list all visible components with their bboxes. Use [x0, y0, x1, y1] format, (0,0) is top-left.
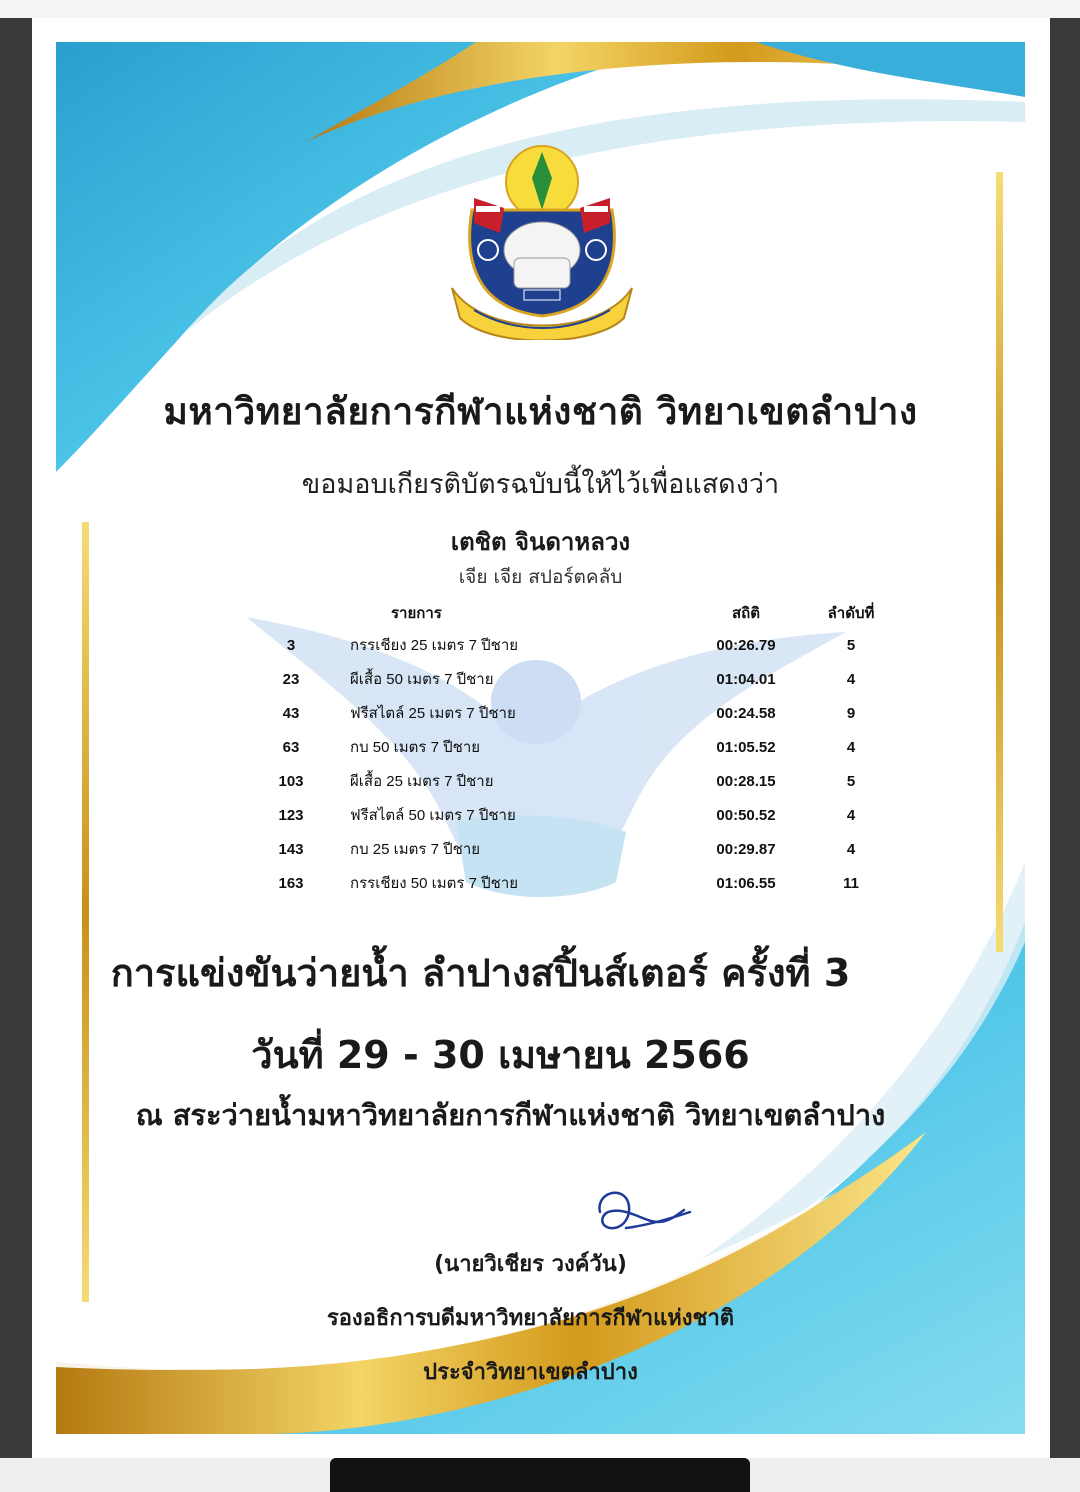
event-rank: 4 [846, 806, 856, 824]
institution-title: มหาวิทยาลัยการกีฬาแห่งชาติ วิทยาเขตลำปาง [163, 390, 918, 433]
table-row [256, 696, 901, 730]
top-right-blue [756, 42, 1025, 97]
event-name: กรรเชียง 50 เมตร 7 ปีชาย [350, 875, 519, 892]
background-page-top [0, 0, 1080, 18]
event-name: ฟรีสไตล์ 25 เมตร 7 ปีชาย [350, 705, 516, 722]
event-number: 23 [282, 670, 300, 688]
event-rank: 4 [846, 738, 856, 756]
event-number: 123 [278, 806, 304, 824]
header-rank: ลำดับที่ [827, 605, 875, 622]
event-name: กบ 50 เมตร 7 ปีชาย [350, 739, 481, 756]
event-number: 103 [278, 772, 304, 790]
event-time: 01:05.52 [716, 738, 776, 756]
event-time: 00:24.58 [716, 704, 776, 722]
event-name: กรรเชียง 25 เมตร 7 ปีชาย [350, 637, 519, 654]
signer-name: (นายวิเชียร วงค์วัน) [434, 1252, 627, 1277]
signature [586, 1182, 696, 1242]
event-rank: 5 [846, 636, 856, 654]
results-header-row [256, 598, 901, 628]
table-row [256, 662, 901, 696]
event-number: 63 [282, 738, 300, 756]
signer-position: รองอธิการบดีมหาวิทยาลัยการกีฬาแห่งชาติ [326, 1306, 735, 1331]
table-row [256, 798, 901, 832]
left-gold-bar [82, 522, 89, 1302]
signer-campus: ประจำวิทยาเขตลำปาง [423, 1360, 638, 1385]
event-time: 01:04.01 [716, 670, 776, 688]
event-rank: 4 [846, 670, 856, 688]
table-row [256, 764, 901, 798]
event-name: กบ 25 เมตร 7 ปีชาย [350, 841, 481, 858]
event-number: 3 [286, 636, 296, 654]
event-time: 00:28.15 [716, 772, 776, 790]
header-time: สถิติ [732, 605, 760, 622]
certificate-frame [32, 18, 1050, 1458]
event-rank: 5 [846, 772, 856, 790]
event-rank: 11 [843, 874, 859, 892]
event-time: 00:26.79 [716, 636, 776, 654]
table-row [256, 628, 901, 662]
event-time: 00:29.87 [716, 840, 776, 858]
event-name: ผีเสื้อ 50 เมตร 7 ปีชาย [350, 671, 494, 688]
event-number: 43 [282, 704, 300, 722]
header-number [256, 598, 326, 628]
event-name: ฟรีสไตล์ 50 เมตร 7 ปีชาย [350, 807, 516, 824]
competition-venue: ณ สระว่ายน้ำมหาวิทยาลัยการกีฬาแห่งชาติ วิทยาเขตลำปาง [135, 1098, 886, 1132]
recipient-club: เจีย เจีย สปอร์ตคลับ [458, 566, 623, 588]
table-row [256, 832, 901, 866]
university-logo [444, 138, 640, 358]
event-time: 00:50.52 [716, 806, 776, 824]
certificate [56, 42, 1025, 1434]
event-rank: 9 [846, 704, 856, 722]
event-name: ผีเสื้อ 25 เมตร 7 ปีชาย [350, 773, 494, 790]
results-table [256, 598, 901, 900]
event-rank: 4 [846, 840, 856, 858]
event-time: 01:06.55 [716, 874, 776, 892]
table-row [256, 866, 901, 900]
table-row [256, 730, 901, 764]
header-event: รายการ [391, 605, 442, 622]
event-number: 143 [278, 840, 304, 858]
bottom-overlay-bar [330, 1458, 750, 1492]
certificate-subtitle: ขอมอบเกียรติบัตรฉบับนี้ให้ไว้เพื่อแสดงว่า [301, 469, 780, 500]
event-number: 163 [278, 874, 304, 892]
recipient-name: เตชิต จินดาหลวง [450, 528, 631, 556]
competition-date: วันที่ 29 - 30 เมษายน 2566 [251, 1033, 750, 1077]
competition-title: การแข่งขันว่ายน้ำ ลำปางสปิ้นส์เตอร์ ครั้งที่ 3 [110, 951, 851, 995]
